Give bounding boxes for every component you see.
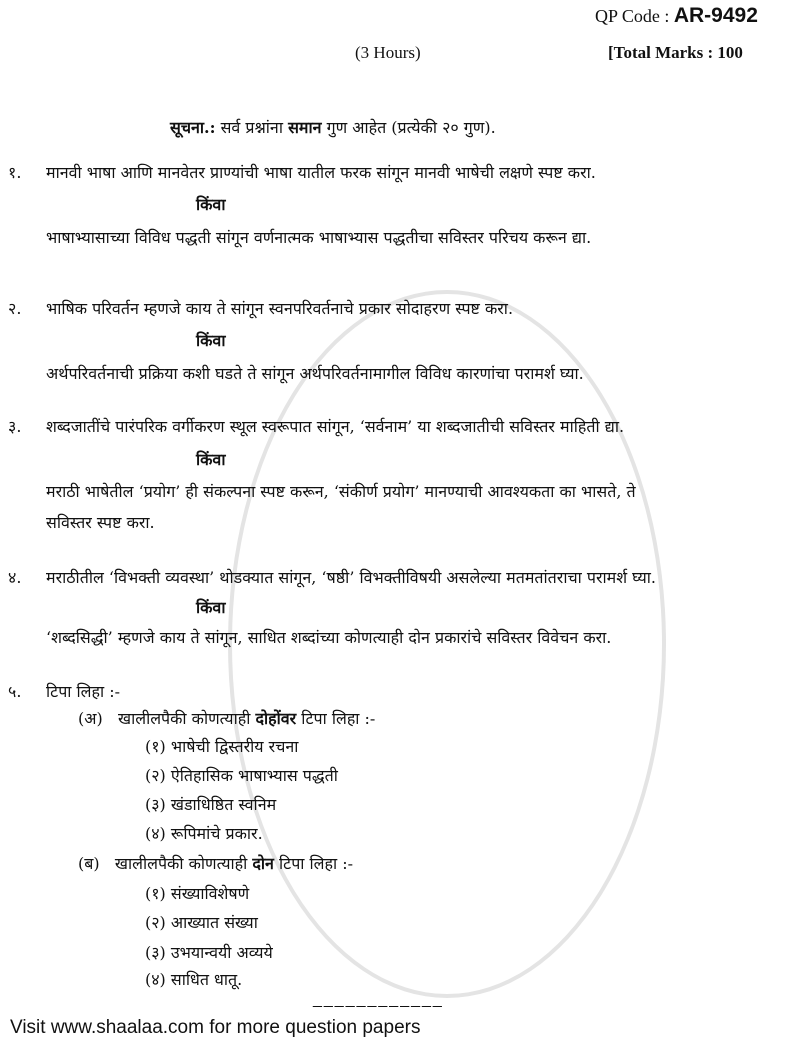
part-label: (ब) — [78, 854, 100, 873]
list-item: (२) ऐतिहासिक भाषाभ्यास पद्धती — [145, 766, 338, 785]
question-alt-text: अर्थपरिवर्तनाची प्रक्रिया कशी घडते ते सांगून अर्थपरिवर्तनामागील विविध कारणांचा परामर्श घ्या. — [46, 364, 584, 383]
footer-text: Visit www.shaalaa.com for more question papers — [10, 1017, 421, 1038]
part-bold: दोहोंवर — [255, 709, 297, 728]
question-alt-text-cont: सविस्तर स्पष्ट करा. — [46, 513, 155, 532]
instruction-label: सूचना.: — [170, 118, 216, 137]
question-number: १. — [8, 163, 22, 182]
list-item: (१) संख्याविशेषणे — [145, 884, 250, 903]
question-text: भाषिक परिवर्तन म्हणजे काय ते सांगून स्वनपरिवर्तनाचे प्रकार सोदाहरण स्पष्ट करा. — [46, 299, 514, 318]
or-label: किंवा — [196, 598, 226, 617]
part-bold: दोन — [252, 854, 274, 873]
question-number: ५. — [8, 682, 22, 701]
qp-code-label: QP Code : — [595, 6, 670, 26]
question-number: ४. — [8, 568, 22, 587]
question-text: शब्दजातींचे पारंपरिक वर्गीकरण स्थूल स्वरूपात सांगून, ‘सर्वनाम’ या शब्दजातीची सविस्तर माहिती द्या. — [46, 417, 625, 436]
or-label: किंवा — [196, 195, 226, 214]
question-text: मराठीतील ‘विभक्ती व्यवस्था’ थोडक्यात सांगून, ‘षष्ठी’ विभक्तीविषयी असलेल्या मतमतांतराचा परामर्श घ्या. — [46, 568, 656, 587]
duration: (3 Hours) — [355, 43, 421, 62]
question-number: २. — [8, 299, 22, 318]
instruction — [170, 118, 496, 138]
q5-title: टिपा लिहा :- — [46, 682, 121, 701]
or-label: किंवा — [196, 450, 226, 469]
list-item: (१) भाषेची द्विस्तरीय रचना — [145, 737, 299, 756]
list-item: (२) आख्यात संख्या — [145, 913, 258, 932]
instruction-bold: समान — [288, 118, 322, 137]
list-item: (४) साधित धातू. — [145, 970, 243, 989]
qp-code — [595, 6, 758, 26]
list-item: (३) उभयान्वयी अव्यये — [145, 943, 273, 962]
question-text: मानवी भाषा आणि मानवेतर प्राण्यांची भाषा यातील फरक सांगून मानवी भाषेची लक्षणे स्पष्ट करा. — [46, 163, 596, 182]
question-alt-text: भाषाभ्यासाच्या विविध पद्धती सांगून वर्णनात्मक भाषाभ्यास पद्धतीचा सविस्तर परिचय करून द्या. — [46, 228, 592, 247]
instruction-text: गुण आहेत (प्रत्येकी २० गुण). — [326, 118, 496, 137]
end-rule: ____________ — [313, 991, 444, 1008]
q5-part-a — [78, 709, 375, 729]
instruction-text: सर्व प्रश्नांना — [220, 118, 283, 137]
list-item: (४) रूपिमांचे प्रकार. — [145, 824, 263, 843]
or-label: किंवा — [196, 331, 226, 350]
question-alt-text: मराठी भाषेतील ‘प्रयोग’ ही संकल्पना स्पष्ट करून, ‘संकीर्ण प्रयोग’ मानण्याची आवश्यकता का भासते, ते — [46, 482, 636, 501]
part-text: टिपा लिहा :- — [279, 854, 354, 873]
part-label: (अ) — [78, 709, 103, 728]
list-item: (३) खंडाधिष्ठित स्वनिम — [145, 795, 277, 814]
q5-part-b — [78, 854, 353, 874]
qp-code-value: AR-9492 — [673, 4, 758, 27]
total-marks: [Total Marks : 100 — [608, 43, 743, 62]
part-text: टिपा लिहा :- — [301, 709, 376, 728]
part-text: खालीलपैकी कोणत्याही — [117, 709, 251, 728]
part-text: खालीलपैकी कोणत्याही — [114, 854, 248, 873]
question-number: ३. — [8, 417, 22, 436]
question-alt-text: ‘शब्दसिद्धी’ म्हणजे काय ते सांगून, साधित शब्दांच्या कोणत्याही दोन प्रकारांचे सविस्तर विवेचन करा. — [46, 628, 612, 647]
